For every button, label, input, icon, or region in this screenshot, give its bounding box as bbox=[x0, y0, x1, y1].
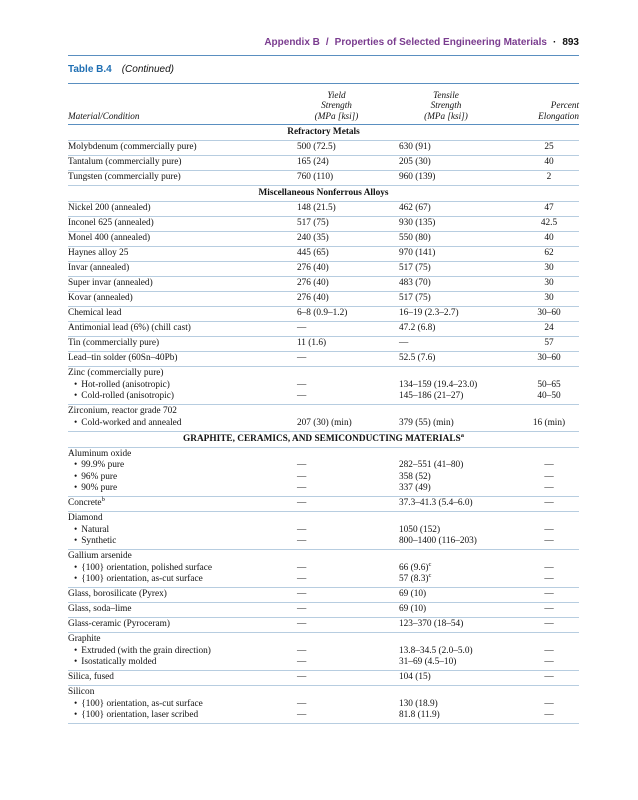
yield-strength-value: — bbox=[297, 698, 307, 709]
tensile-strength-value bbox=[399, 218, 435, 230]
material-text: Silica, fused bbox=[68, 672, 114, 683]
header-yield-line: Strength bbox=[321, 100, 352, 110]
tensile-strength-value bbox=[399, 203, 431, 215]
elongation-value: 42.5 bbox=[540, 218, 558, 229]
material-name bbox=[68, 449, 131, 461]
elongation-value: — bbox=[544, 483, 554, 494]
table-row bbox=[68, 671, 579, 686]
yield-strength-value: — bbox=[297, 536, 307, 547]
material-text: Extruded (with the grain direction) bbox=[81, 645, 211, 656]
elongation-value: 40 bbox=[544, 157, 554, 168]
material-text: Zirconium, reactor grade 702 bbox=[68, 406, 177, 417]
tensile-text: 379 (55) (min) bbox=[399, 417, 454, 428]
footnote-marker: c bbox=[428, 560, 432, 568]
material-text: Monel 400 (annealed) bbox=[68, 233, 151, 244]
tensile-strength-value bbox=[399, 483, 431, 495]
material-condition bbox=[68, 657, 156, 669]
yield-strength-value: — bbox=[297, 483, 307, 494]
table-row bbox=[68, 497, 579, 512]
tensile-strength-value bbox=[399, 263, 431, 275]
yield-strength-value: — bbox=[297, 562, 307, 573]
material-text: Isostatically molded bbox=[81, 657, 157, 668]
tensile-text: 483 (70) bbox=[399, 278, 431, 289]
material-text: Hot-rolled (anisotropic) bbox=[81, 379, 170, 390]
material-name bbox=[68, 323, 191, 335]
elongation-value: — bbox=[544, 645, 554, 656]
material-condition bbox=[68, 574, 203, 586]
tensile-text: 358 (52) bbox=[399, 471, 431, 482]
yield-strength-value: — bbox=[297, 391, 307, 402]
material-condition bbox=[68, 472, 117, 484]
material-name bbox=[68, 687, 94, 699]
tensile-text: 57 (8.3) bbox=[399, 574, 429, 585]
yield-strength-value: — bbox=[297, 574, 307, 585]
tensile-strength-value bbox=[399, 657, 456, 669]
table-row bbox=[68, 618, 579, 633]
elongation-value: — bbox=[544, 562, 554, 573]
table-row bbox=[68, 337, 579, 352]
yield-strength-value: — bbox=[297, 353, 307, 364]
material-name bbox=[68, 353, 177, 365]
tensile-strength-value bbox=[399, 391, 463, 403]
material-name bbox=[68, 142, 197, 154]
table-row bbox=[68, 603, 579, 618]
table-row bbox=[68, 247, 579, 262]
material-text: Haynes alloy 25 bbox=[68, 248, 129, 259]
material-condition bbox=[68, 380, 170, 392]
tensile-strength-value bbox=[399, 589, 426, 601]
yield-strength-value: 517 (75) bbox=[297, 218, 329, 229]
elongation-value: — bbox=[544, 471, 554, 482]
tensile-text: 282–551 (41–80) bbox=[399, 460, 464, 471]
material-name bbox=[68, 293, 133, 305]
elongation-value: — bbox=[544, 574, 554, 585]
tensile-strength-value bbox=[399, 646, 473, 658]
elongation-value: 24 bbox=[544, 323, 554, 334]
material-text: Chemical lead bbox=[68, 308, 122, 319]
tensile-text: 134–159 (19.4–23.0) bbox=[399, 379, 478, 390]
elongation-value: 30–60 bbox=[537, 308, 561, 319]
header-yield-strength bbox=[297, 90, 376, 122]
tensile-strength-value bbox=[399, 604, 426, 616]
material-condition bbox=[68, 418, 181, 430]
table-row bbox=[68, 448, 579, 498]
tensile-strength-value bbox=[399, 338, 408, 350]
material-text: Cold-rolled (anisotropic) bbox=[81, 391, 174, 402]
tensile-strength-value bbox=[399, 293, 431, 305]
tensile-strength-value bbox=[399, 142, 431, 154]
tensile-text: 517 (75) bbox=[399, 263, 431, 274]
material-text: Inconel 625 (annealed) bbox=[68, 218, 154, 229]
yield-strength-value: — bbox=[297, 672, 307, 683]
yield-strength-value: 11 (1.6) bbox=[297, 338, 327, 349]
yield-strength-value: — bbox=[297, 710, 307, 721]
material-text: Molybdenum (commercially pure) bbox=[68, 142, 197, 153]
table-row bbox=[68, 512, 579, 550]
yield-strength-value: — bbox=[297, 645, 307, 656]
material-text: Natural bbox=[81, 524, 110, 535]
yield-strength-value: — bbox=[297, 589, 307, 600]
tensile-text: 69 (10) bbox=[399, 604, 427, 615]
elongation-value: 40 bbox=[544, 233, 554, 244]
table-row bbox=[68, 322, 579, 337]
material-name bbox=[68, 498, 105, 510]
material-text: Tantalum (commercially pure) bbox=[68, 157, 182, 168]
elongation-value: — bbox=[544, 604, 554, 615]
material-name bbox=[68, 263, 129, 275]
material-condition bbox=[68, 536, 116, 548]
running-head bbox=[264, 37, 579, 48]
table-row bbox=[68, 262, 579, 277]
table-row bbox=[68, 550, 579, 588]
yield-strength-value: 276 (40) bbox=[297, 263, 329, 274]
tensile-strength-value bbox=[399, 560, 432, 575]
elongation-value: 30 bbox=[544, 278, 554, 289]
elongation-value: — bbox=[544, 657, 554, 668]
material-condition bbox=[68, 525, 109, 537]
header-material: Material/Condition bbox=[68, 110, 140, 121]
material-text: Cold-worked and annealed bbox=[81, 417, 182, 428]
table-row bbox=[68, 686, 579, 724]
material-condition bbox=[68, 563, 212, 575]
yield-strength-value: — bbox=[297, 498, 307, 509]
material-name bbox=[68, 551, 132, 563]
material-condition bbox=[68, 710, 198, 722]
material-text: Glass, soda–lime bbox=[68, 604, 132, 615]
material-text: Tin (commercially pure) bbox=[68, 338, 160, 349]
tensile-strength-value bbox=[399, 472, 431, 484]
table-row bbox=[68, 277, 579, 292]
material-text: 96% pure bbox=[81, 471, 118, 482]
material-text: Silicon bbox=[68, 687, 95, 698]
material-text: Invar (annealed) bbox=[68, 263, 130, 274]
yield-strength-value: — bbox=[297, 604, 307, 615]
material-name bbox=[68, 513, 103, 525]
properties-table bbox=[68, 83, 579, 724]
section-heading bbox=[68, 186, 579, 202]
continued-note: (Continued) bbox=[121, 64, 174, 75]
header-tensile-line: (MPa [ksi]) bbox=[424, 110, 468, 121]
material-name bbox=[68, 604, 132, 616]
material-text: Kovar (annealed) bbox=[68, 293, 133, 304]
elongation-value: 50–65 bbox=[537, 379, 561, 390]
material-text: Tungsten (commercially pure) bbox=[68, 172, 181, 183]
yield-strength-value: 760 (110) bbox=[297, 172, 334, 183]
material-name bbox=[68, 308, 121, 320]
material-text: Concrete bbox=[68, 498, 102, 509]
tensile-text: 52.5 (7.6) bbox=[399, 353, 436, 364]
material-text: Graphite bbox=[68, 634, 101, 645]
tensile-strength-value bbox=[399, 172, 435, 184]
material-name bbox=[68, 589, 167, 601]
header-yield-line: Yield bbox=[327, 89, 346, 100]
header-tensile-strength bbox=[406, 90, 486, 122]
tensile-text: 517 (75) bbox=[399, 293, 431, 304]
elongation-value: 62 bbox=[544, 248, 554, 259]
elongation-value: 57 bbox=[544, 338, 554, 349]
tensile-text: 800–1400 (116–203) bbox=[399, 536, 477, 547]
material-text: {100} orientation, as-cut surface bbox=[81, 698, 203, 709]
yield-strength-value: 148 (21.5) bbox=[297, 203, 336, 214]
material-text: {100} orientation, polished surface bbox=[81, 562, 213, 573]
yield-strength-value: — bbox=[297, 460, 307, 471]
elongation-value: — bbox=[544, 498, 554, 509]
material-text: {100} orientation, as-cut surface bbox=[81, 574, 203, 585]
table-header bbox=[68, 84, 579, 125]
yield-strength-value: 165 (24) bbox=[297, 157, 329, 168]
tensile-strength-value bbox=[399, 699, 438, 711]
tensile-text: 1050 (152) bbox=[399, 524, 441, 535]
material-condition bbox=[68, 646, 211, 658]
tensile-text: 69 (10) bbox=[399, 589, 427, 600]
header-elongation-line: Percent bbox=[550, 100, 579, 110]
table-row bbox=[68, 405, 579, 432]
section-title: Refractory Metals bbox=[287, 127, 360, 137]
yield-strength-value: 445 (65) bbox=[297, 248, 329, 259]
yield-strength-value: 276 (40) bbox=[297, 278, 329, 289]
elongation-value: 16 (min) bbox=[532, 417, 566, 428]
elongation-value: 25 bbox=[544, 142, 554, 153]
material-text: Glass-ceramic (Pyroceram) bbox=[68, 619, 170, 630]
running-head-title: Properties of Selected Engineering Materials bbox=[334, 37, 547, 48]
elongation-value: — bbox=[544, 619, 554, 630]
elongation-value: — bbox=[544, 672, 554, 683]
section-heading bbox=[68, 125, 579, 141]
elongation-value: — bbox=[544, 589, 554, 600]
elongation-value: 30 bbox=[544, 293, 554, 304]
yield-strength-value: — bbox=[297, 323, 307, 334]
material-text: Lead–tin solder (60Sn–40Pb) bbox=[68, 353, 178, 364]
header-rule bbox=[68, 55, 579, 56]
elongation-value: 30 bbox=[544, 263, 554, 274]
tensile-strength-value bbox=[399, 460, 463, 472]
tensile-text: 960 (139) bbox=[399, 172, 436, 183]
yield-strength-value: 500 (72.5) bbox=[297, 142, 336, 153]
tensile-strength-value bbox=[399, 323, 435, 335]
material-name bbox=[68, 248, 128, 260]
tensile-text: 123–370 (18–54) bbox=[399, 619, 464, 630]
tensile-text: 81.8 (11.9) bbox=[399, 710, 440, 721]
tensile-text: 16–19 (2.3–2.7) bbox=[399, 308, 459, 319]
material-condition bbox=[68, 699, 203, 711]
tensile-strength-value bbox=[399, 353, 435, 365]
material-text: Diamond bbox=[68, 513, 103, 524]
table-row bbox=[68, 367, 579, 405]
yield-strength-value: 276 (40) bbox=[297, 293, 329, 304]
table-body bbox=[68, 125, 579, 724]
elongation-value: 2 bbox=[546, 172, 552, 183]
tensile-strength-value bbox=[399, 308, 459, 320]
table-row bbox=[68, 171, 579, 186]
material-name bbox=[68, 218, 154, 230]
section-title: Miscellaneous Nonferrous Alloys bbox=[258, 188, 389, 198]
footnote-marker: b bbox=[101, 496, 105, 504]
table-row bbox=[68, 352, 579, 367]
tensile-strength-value bbox=[399, 498, 473, 510]
tensile-text: 31–69 (4.5–10) bbox=[399, 657, 457, 668]
elongation-value: — bbox=[544, 460, 554, 471]
header-elongation bbox=[519, 100, 579, 121]
tensile-text: 104 (15) bbox=[399, 672, 431, 683]
table-row bbox=[68, 232, 579, 247]
material-name bbox=[68, 203, 151, 215]
footnote-marker: a bbox=[460, 431, 464, 439]
tensile-strength-value bbox=[399, 710, 440, 722]
tensile-text: — bbox=[399, 338, 409, 349]
material-name bbox=[68, 278, 153, 290]
tensile-text: 37.3–41.3 (5.4–6.0) bbox=[399, 498, 473, 509]
material-condition bbox=[68, 460, 124, 472]
section-heading bbox=[68, 432, 579, 448]
material-text: {100} orientation, laser scribed bbox=[81, 710, 199, 721]
material-condition bbox=[68, 391, 174, 403]
material-text: Nickel 200 (annealed) bbox=[68, 203, 151, 214]
material-name bbox=[68, 672, 114, 684]
header-tensile-line: Tensile bbox=[433, 89, 459, 100]
tensile-strength-value bbox=[399, 380, 477, 392]
tensile-strength-value bbox=[399, 248, 435, 260]
yield-strength-value: — bbox=[297, 657, 307, 668]
material-text: Zinc (commercially pure) bbox=[68, 368, 164, 379]
header-yield-line: (MPa [ksi]) bbox=[314, 110, 359, 121]
yield-strength-value: 207 (30) (min) bbox=[297, 417, 352, 428]
table-row bbox=[68, 633, 579, 671]
material-text: Glass, borosilicate (Pyrex) bbox=[68, 589, 167, 600]
header-tensile-line: Strength bbox=[430, 100, 462, 110]
material-condition bbox=[68, 483, 117, 495]
tensile-text: 130 (18.9) bbox=[399, 698, 438, 709]
table-row bbox=[68, 202, 579, 217]
footnote-marker: c bbox=[428, 572, 432, 580]
tensile-strength-value bbox=[399, 233, 431, 245]
yield-strength-value: — bbox=[297, 619, 307, 630]
tensile-text: 13.8–34.5 (2.0–5.0) bbox=[399, 645, 473, 656]
material-text: 99.9% pure bbox=[81, 460, 125, 471]
material-name bbox=[68, 368, 164, 380]
material-name bbox=[68, 233, 150, 245]
material-text: 90% pure bbox=[81, 483, 118, 494]
tensile-text: 462 (67) bbox=[399, 203, 431, 214]
table-row bbox=[68, 307, 579, 322]
tensile-text: 47.2 (6.8) bbox=[399, 323, 436, 334]
tensile-text: 337 (49) bbox=[399, 483, 431, 494]
tensile-text: 145–186 (21–27) bbox=[399, 391, 464, 402]
material-text: Synthetic bbox=[81, 536, 117, 547]
tensile-text: 66 (9.6) bbox=[399, 562, 429, 573]
material-name bbox=[68, 634, 101, 646]
yield-strength-value: — bbox=[297, 379, 307, 390]
material-text: Antimonial lead (6%) (chill cast) bbox=[68, 323, 191, 334]
page-number: 893 bbox=[562, 37, 579, 48]
elongation-value: 40–50 bbox=[537, 391, 561, 402]
elongation-value: — bbox=[544, 698, 554, 709]
material-name bbox=[68, 157, 181, 169]
table-row bbox=[68, 292, 579, 307]
yield-strength-value: — bbox=[297, 471, 307, 482]
material-text: Gallium arsenide bbox=[68, 551, 132, 562]
yield-strength-value: — bbox=[297, 524, 307, 535]
material-name bbox=[68, 406, 177, 418]
material-text: Super invar (annealed) bbox=[68, 278, 153, 289]
running-head-dot: · bbox=[552, 37, 557, 48]
appendix-label: Appendix B bbox=[264, 37, 320, 48]
tensile-strength-value bbox=[399, 672, 431, 684]
tensile-strength-value bbox=[399, 536, 477, 548]
elongation-value: — bbox=[544, 536, 554, 547]
elongation-value: 30–60 bbox=[537, 353, 561, 364]
tensile-strength-value bbox=[399, 619, 463, 631]
table-row bbox=[68, 217, 579, 232]
material-name bbox=[68, 172, 181, 184]
yield-strength-value: 240 (35) bbox=[297, 233, 329, 244]
running-head-separator: / bbox=[325, 37, 329, 48]
table-caption bbox=[68, 64, 174, 75]
tensile-strength-value bbox=[399, 278, 431, 290]
header-elongation-line: Elongation bbox=[538, 110, 579, 121]
tensile-strength-value bbox=[399, 418, 454, 430]
tensile-text: 205 (30) bbox=[399, 157, 431, 168]
yield-strength-value: 6–8 (0.9–1.2) bbox=[297, 308, 348, 319]
tensile-strength-value bbox=[399, 157, 431, 169]
table-row bbox=[68, 141, 579, 156]
elongation-value: 47 bbox=[544, 203, 554, 214]
tensile-text: 970 (141) bbox=[399, 248, 436, 259]
table-row bbox=[68, 588, 579, 603]
elongation-value: — bbox=[544, 710, 554, 721]
table-label: Table B.4 bbox=[68, 64, 112, 75]
material-name bbox=[68, 338, 159, 350]
material-name bbox=[68, 619, 170, 631]
elongation-value: — bbox=[544, 524, 554, 535]
tensile-strength-value bbox=[399, 574, 431, 586]
tensile-text: 930 (135) bbox=[399, 218, 436, 229]
material-text: Aluminum oxide bbox=[68, 448, 132, 459]
tensile-text: 630 (91) bbox=[399, 142, 431, 153]
tensile-text: 550 (80) bbox=[399, 233, 431, 244]
tensile-strength-value bbox=[399, 525, 440, 537]
table-row bbox=[68, 156, 579, 171]
section-title: GRAPHITE, CERAMICS, AND SEMICONDUCTING MATERIALS bbox=[183, 433, 461, 444]
